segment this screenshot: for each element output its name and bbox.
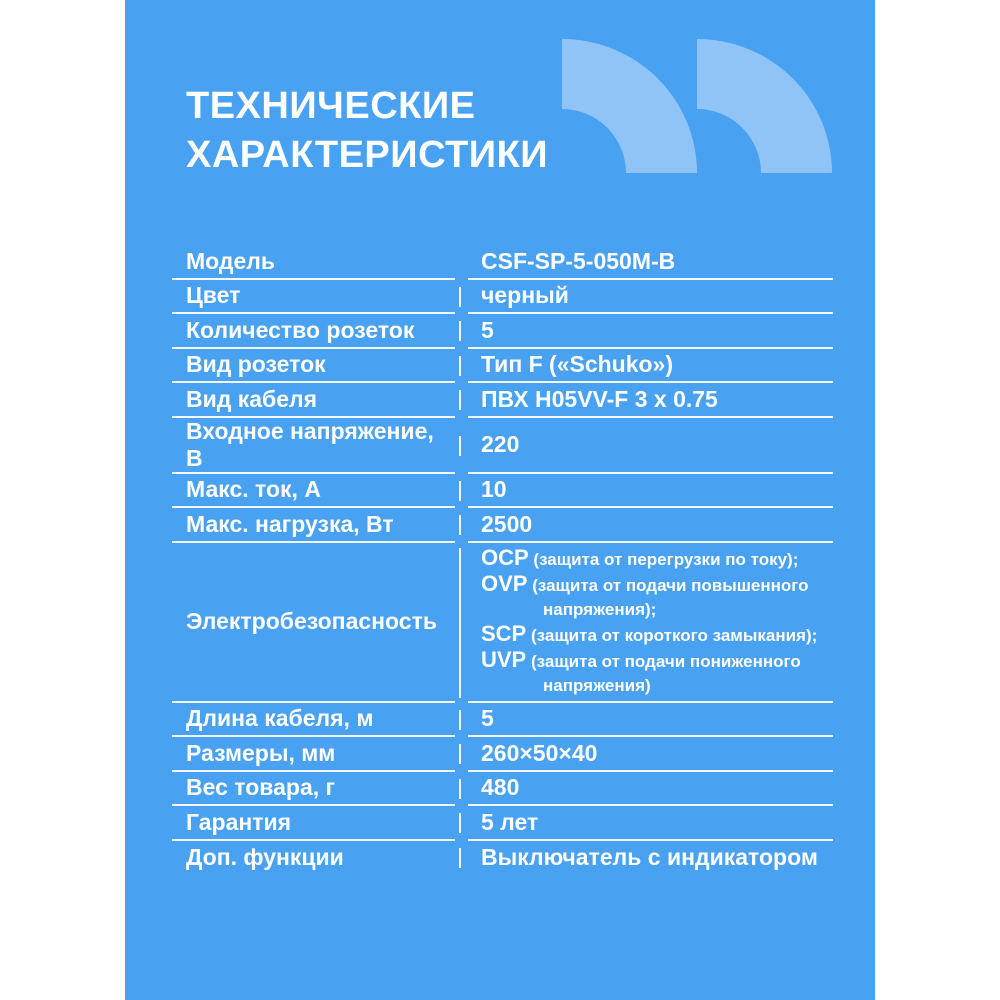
page-title bbox=[186, 82, 548, 180]
column-divider bbox=[459, 515, 461, 535]
protection-desc: (защита от подачи повышенного напряжения); bbox=[532, 575, 809, 619]
spec-label: Цвет bbox=[172, 280, 455, 315]
column-gap bbox=[455, 703, 468, 738]
protection-code: OCP bbox=[481, 544, 529, 570]
spec-label: Доп. функции bbox=[186, 844, 344, 871]
spec-table bbox=[172, 245, 833, 875]
column-divider bbox=[459, 813, 461, 833]
spec-label: Макс. нагрузка, Вт bbox=[172, 508, 455, 543]
spec-value: CSF-SP-5-050M-B bbox=[468, 245, 833, 280]
spec-label: Вид розеток bbox=[172, 349, 455, 384]
column-divider bbox=[459, 548, 461, 698]
column-divider bbox=[459, 436, 461, 456]
spec-label: Макс. ток, А bbox=[172, 474, 455, 509]
column-divider bbox=[459, 321, 461, 341]
spec-value: 260×50×40 bbox=[468, 737, 833, 772]
spec-row-color bbox=[172, 280, 833, 315]
protection-item bbox=[481, 648, 833, 698]
column-gap bbox=[455, 737, 468, 772]
spec-label: Длина кабеля, м bbox=[172, 703, 455, 738]
spec-row-cable-type bbox=[172, 383, 833, 418]
column-gap bbox=[455, 474, 468, 509]
column-gap bbox=[455, 245, 468, 280]
protection-code: SCP bbox=[481, 620, 527, 646]
protection-item bbox=[481, 572, 833, 622]
column-divider bbox=[459, 848, 461, 868]
spec-label: Вес товара, г bbox=[172, 772, 455, 807]
column-gap bbox=[455, 383, 468, 418]
spec-row-max-current bbox=[172, 474, 833, 509]
column-divider bbox=[459, 779, 461, 799]
spec-value: 220 bbox=[468, 418, 833, 474]
column-gap bbox=[455, 543, 468, 703]
column-gap bbox=[455, 349, 468, 384]
spec-value: 5 bbox=[468, 703, 833, 738]
column-gap bbox=[455, 418, 468, 474]
page-title-line-1: ТЕХНИЧЕСКИЕ bbox=[186, 85, 476, 127]
spec-value: черный bbox=[468, 280, 833, 315]
column-gap bbox=[455, 314, 468, 349]
column-gap bbox=[455, 772, 468, 807]
spec-label: Количество розеток bbox=[172, 314, 455, 349]
spec-row-model bbox=[172, 245, 833, 280]
spec-row-input-voltage bbox=[172, 418, 833, 474]
column-gap bbox=[455, 508, 468, 543]
spec-value: ПВХ H05VV-F 3 x 0.75 bbox=[468, 383, 833, 418]
spec-label: Электробезопасность bbox=[172, 543, 455, 703]
spec-row-dimensions bbox=[172, 737, 833, 772]
column-gap bbox=[455, 806, 468, 841]
column-gap bbox=[455, 841, 468, 876]
protection-code: OVP bbox=[481, 570, 528, 596]
column-gap bbox=[455, 280, 468, 315]
spec-label: Модель bbox=[172, 245, 455, 280]
spec-value: 5 лет bbox=[468, 806, 833, 841]
spec-label: Входное напряжение, В bbox=[172, 418, 455, 474]
column-divider bbox=[459, 356, 461, 376]
spec-row-socket-type bbox=[172, 349, 833, 384]
spec-label: Размеры, мм bbox=[172, 737, 455, 772]
spec-value: 10 bbox=[468, 474, 833, 509]
spec-value: Тип F («Schuko») bbox=[468, 349, 833, 384]
protection-item bbox=[481, 622, 833, 648]
spec-value: 480 bbox=[468, 772, 833, 807]
spec-panel bbox=[125, 0, 875, 1000]
protection-code: UVP bbox=[481, 646, 527, 672]
quote-mark-left-icon bbox=[562, 39, 697, 173]
column-divider bbox=[459, 481, 461, 501]
spec-row-cable-length bbox=[172, 703, 833, 738]
spec-value: Выключатель с индикатором bbox=[481, 844, 818, 871]
spec-value: 2500 bbox=[468, 508, 833, 543]
spec-value: 5 bbox=[468, 314, 833, 349]
column-divider bbox=[459, 710, 461, 730]
spec-label: Гарантия bbox=[172, 806, 455, 841]
spec-row-weight bbox=[172, 772, 833, 807]
spec-row-electrical-safety bbox=[172, 543, 833, 703]
column-divider bbox=[459, 744, 461, 764]
protection-item bbox=[481, 546, 833, 572]
spec-row-extra-functions bbox=[172, 841, 833, 876]
page-title-line-2: ХАРАКТЕРИСТИКИ bbox=[186, 134, 549, 176]
column-divider bbox=[459, 287, 461, 307]
protection-desc: (защита от короткого замыкания); bbox=[530, 625, 818, 645]
protection-desc: (защита от перегрузки по току); bbox=[533, 549, 799, 569]
protection-desc: (защита от подачи пониженного напряжения) bbox=[530, 651, 801, 695]
spec-label: Вид кабеля bbox=[172, 383, 455, 418]
spec-row-socket-count bbox=[172, 314, 833, 349]
quote-mark-right-icon bbox=[697, 39, 832, 173]
spec-row-max-load bbox=[172, 508, 833, 543]
column-divider bbox=[459, 390, 461, 410]
spec-row-warranty bbox=[172, 806, 833, 841]
spec-value bbox=[468, 543, 833, 703]
